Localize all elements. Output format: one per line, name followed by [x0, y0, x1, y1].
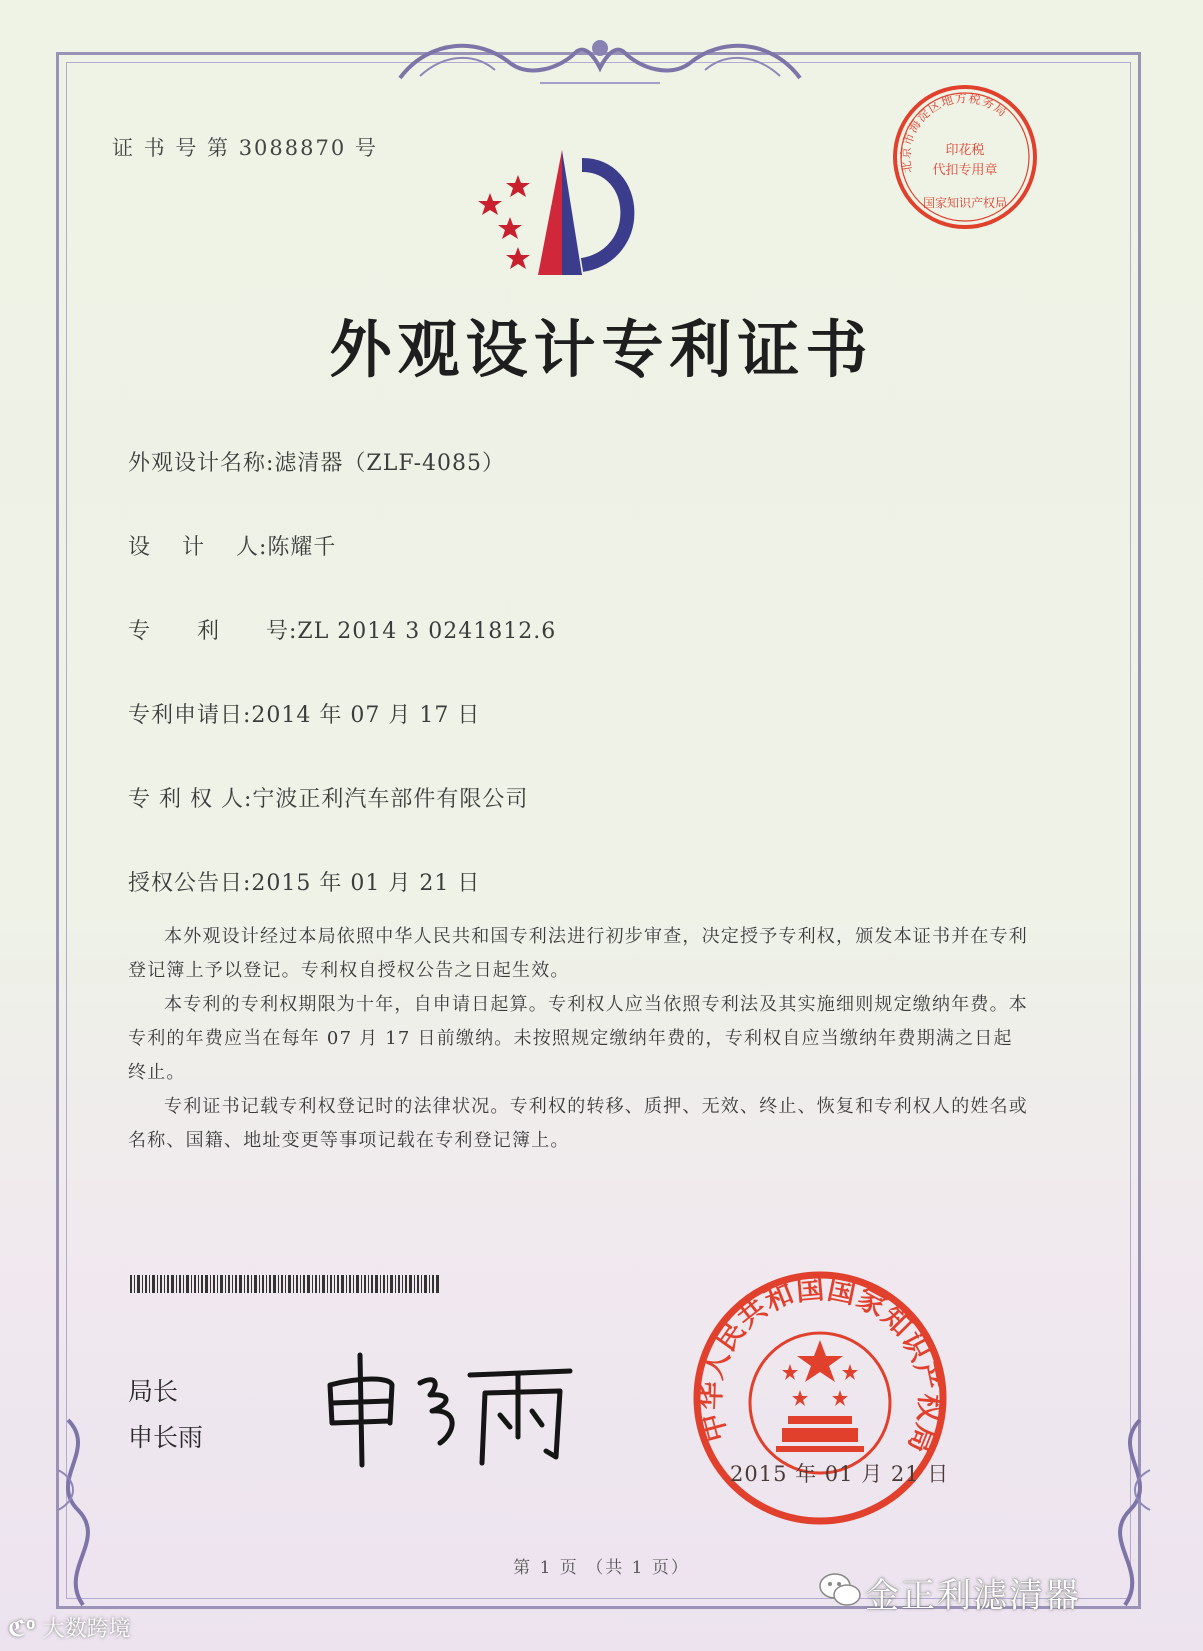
field-designer	[128, 530, 336, 561]
field-application-date	[128, 698, 480, 729]
certificate-number: 证 书 号 第 3088870 号	[112, 136, 378, 160]
field-label: 设 计 人:	[128, 535, 268, 560]
field-patent-number	[128, 614, 556, 645]
director-signature	[320, 1345, 580, 1475]
barcode	[130, 1275, 440, 1293]
field-value: 陈耀千	[267, 535, 337, 560]
certificate-border-inner	[66, 62, 1131, 1599]
watermark-source-text: 大数跨境	[42, 1617, 131, 1642]
patent-office-logo	[470, 145, 650, 285]
director-title: 局长	[128, 1377, 179, 1406]
bottom-right-ornament	[1090, 1410, 1170, 1610]
field-value: 滤清器（ZLF-4085）	[274, 451, 506, 476]
field-label: 专 利 号:	[128, 619, 298, 644]
field-value: 2014 年 07 月 17 日	[251, 703, 481, 728]
stamp-duty-seal	[890, 82, 1040, 232]
field-value: ZL 2014 3 0241812.6	[297, 619, 557, 644]
field-design-name	[128, 446, 505, 477]
field-value: 2015 年 01 月 21 日	[251, 871, 481, 896]
field-grant-date	[128, 866, 480, 897]
watermark-brand: 金正利滤清器	[865, 1576, 1081, 1616]
svg-text:中华人民共和国国家知识产权局: 中华人民共和国国家知识产权局	[693, 1272, 947, 1459]
page-number: 第 1 页 （共 1 页）	[513, 1558, 690, 1578]
paragraph: 专利证书记载专利权登记时的法律状况。专利权的转移、质押、无效、终止、恢复和专利权人的姓名或名称、国籍、地址变更等事项记载在专利登记簿上。	[128, 1096, 1028, 1151]
official-seal	[690, 1268, 950, 1528]
field-label: 授权公告日:	[128, 871, 252, 896]
paragraph: 本专利的专利权期限为十年，自申请日起算。专利权人应当依照专利法及其实施细则规定缴纳年费。本专利的年费应当在每年 07 月 17 日前缴纳。未按照规定缴纳年费的，专利权自应当缴纳年费期满之日起终止。	[128, 994, 1028, 1083]
certificate-body-text	[128, 920, 1028, 1158]
bottom-left-ornament	[38, 1410, 118, 1610]
paragraph: 本外观设计经过本局依照中华人民共和国专利法进行初步审查，决定授予专利权，颁发本证书并在专利登记簿上予以登记。专利权自授权公告之日起生效。	[128, 926, 1028, 981]
svg-text:印花税: 印花税	[945, 143, 985, 158]
field-value: 宁波正利汽车部件有限公司	[252, 787, 529, 812]
field-label: 专利申请日:	[128, 703, 252, 728]
field-patentee	[128, 782, 528, 813]
director-name: 申长雨	[128, 1423, 204, 1452]
certificate-title: 外观设计专利证书	[329, 313, 874, 386]
field-label: 外观设计名称:	[128, 451, 275, 476]
watermark-source	[8, 1612, 131, 1643]
wechat-icon	[818, 1570, 862, 1610]
field-label: 专 利 权 人:	[128, 787, 253, 812]
seal-date: 2015 年 01 月 21 日	[730, 1462, 950, 1486]
svg-text:代扣专用章: 代扣专用章	[932, 163, 998, 178]
svg-text:北京市海淀区地方税务局: 北京市海淀区地方税务局	[898, 91, 1011, 174]
watermark-logo-icon: ℭ⁰	[8, 1617, 36, 1642]
svg-text:国家知识产权局: 国家知识产权局	[922, 196, 1008, 210]
top-ornament	[390, 28, 810, 92]
